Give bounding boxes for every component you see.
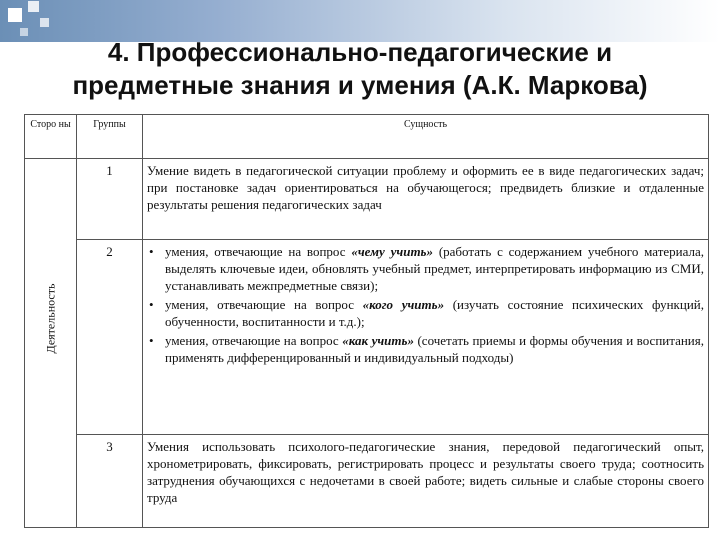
decor-square: [40, 18, 49, 27]
decor-square: [8, 8, 22, 22]
table-row: [25, 159, 709, 240]
group-number: 1: [77, 159, 143, 240]
decor-square: [28, 1, 39, 12]
emphasis-question: «как учить»: [342, 333, 414, 348]
header-side: Сторо ны: [25, 115, 77, 159]
bullet-item: • умения, отвечающие на вопрос «как учить» (сочетать приемы и формы обучения и воспитания, применять дифференцированный и индивидуальный подходы): [147, 332, 704, 366]
table-row: [25, 240, 709, 435]
essence-text: Умения использовать психолого-педагогические знания, передовой педагогический опыт, хронометрировать, фиксировать, регистрировать процесс и результаты своего труда; соотносить затруднения обучающихся с недочетами в своей работе; видеть сильные и слабые стороны своего труда: [143, 435, 709, 528]
essence-text: Умение видеть в педагогической ситуации проблему и оформить ее в виде педагогических задач; при постановке задач ориентироваться на обучающегося; предвидеть близкие и отдаленные результаты решения педагогических задач: [143, 159, 709, 240]
decor-square: [20, 28, 28, 36]
emphasis-question: «чему учить»: [351, 244, 434, 259]
header-essence: Сущность: [143, 115, 709, 159]
table-row: [25, 435, 709, 528]
slide-title: 4. Профессионально-педагогические и предметные знания и умения (А.К. Маркова): [72, 37, 648, 100]
bullet-item: • умения, отвечающие на вопрос «чему учить» (работать с содержанием учебного материала, выделять ключевые идеи, обновлять учебный предмет, интерпретировать информацию из СМИ, устанавливать межпредметные связи);: [147, 243, 704, 294]
group-number: 3: [77, 435, 143, 528]
table-header-row: [25, 115, 709, 159]
header-groups: Группы: [77, 115, 143, 159]
side-label: Деятельность: [43, 283, 57, 353]
essence-bullets: [143, 240, 709, 435]
bullet-item: • умения, отвечающие на вопрос «кого учить» (изучать состояние психических функций, обученности, воспитанности и т.д.);: [147, 296, 704, 330]
side-cell: [25, 159, 77, 528]
emphasis-question: «кого учить»: [362, 297, 445, 312]
skills-table: [24, 114, 709, 528]
group-number: 2: [77, 240, 143, 435]
